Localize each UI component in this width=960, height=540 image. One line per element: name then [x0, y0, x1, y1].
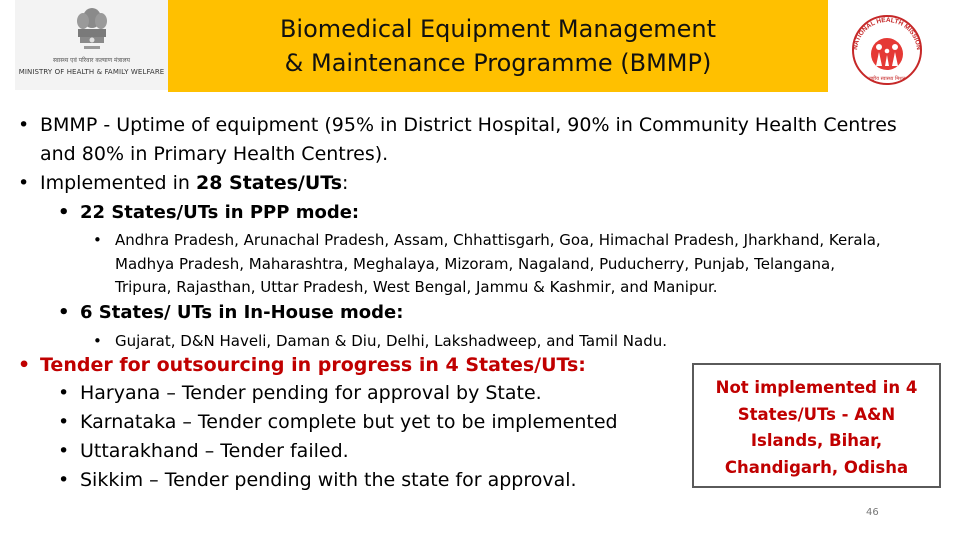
bullet-icon: •	[18, 114, 30, 136]
tender-item	[58, 411, 618, 433]
title-line-1: Biomedical Equipment Management	[279, 15, 717, 43]
ppp-states-line-2: Madhya Pradesh, Maharashtra, Meghalaya, Mizoram, Nagaland, Puducherry, Punjab, Telangana,	[115, 255, 835, 273]
tender-item-haryana: Haryana – Tender pending for approval by State.	[80, 382, 542, 404]
implemented-suffix: :	[342, 172, 349, 194]
bullet-implemented	[18, 172, 348, 194]
nhm-logo-text: NATIONAL HEALTH MISSION	[852, 16, 922, 51]
ppp-states-line-3: Tripura, Rajasthan, Uttar Pradesh, West Bengal, Jammu & Kashmir, and Manipur.	[115, 278, 718, 296]
tender-item-sikkim: Sikkim – Tender pending with the state for approval.	[80, 469, 577, 491]
uptime-text-1: BMMP - Uptime of equipment (95% in District Hospital, 90% in Community Health Centres	[40, 114, 897, 136]
inhouse-states	[93, 332, 667, 350]
inhouse-heading-text: 6 States/ UTs in In-House mode:	[80, 302, 404, 323]
ppp-states	[93, 231, 881, 249]
bullet-icon: •	[18, 354, 31, 376]
callout-line-4: Chandigarh, Odisha	[724, 457, 909, 477]
bullet-icon: •	[58, 302, 70, 323]
inhouse-heading	[58, 302, 403, 323]
bullet-icon: •	[58, 440, 70, 462]
tender-heading-text: Tender for outsourcing in progress in 4 States/UTs:	[40, 354, 586, 376]
bullet-icon: •	[58, 469, 70, 491]
tender-heading	[18, 354, 586, 376]
uptime-text-2: and 80% in Primary Health Centres).	[40, 143, 389, 165]
ppp-heading	[58, 202, 359, 223]
tender-item	[58, 469, 577, 491]
callout-line-1: Not implemented in 4	[715, 378, 918, 397]
bullet-icon: •	[58, 202, 70, 223]
bullet-icon: •	[18, 172, 30, 194]
title-line-2: & Maintenance Programme (BMMP)	[284, 49, 712, 77]
tender-item	[58, 382, 542, 404]
callout-line-2: States/UTs - A&N	[737, 404, 896, 424]
inhouse-states-text: Gujarat, D&N Haveli, Daman & Diu, Delhi, Lakshadweep, and Tamil Nadu.	[115, 332, 667, 350]
bullet-icon: •	[58, 382, 70, 404]
bullet-uptime	[18, 114, 897, 136]
callout-line-3: Islands, Bihar,	[750, 431, 883, 450]
bullet-icon: •	[58, 411, 70, 433]
callout-text	[694, 375, 939, 481]
implemented-prefix: Implemented in	[40, 172, 196, 194]
bullet-icon: •	[93, 332, 102, 350]
ppp-heading-text: 22 States/UTs in PPP mode:	[80, 202, 360, 223]
tender-item-karnataka: Karnataka – Tender complete but yet to be implemented	[80, 411, 618, 433]
page-number: 46	[866, 507, 879, 518]
ministry-label: MINISTRY OF HEALTH & FAMILY WELFARE	[18, 68, 165, 76]
ppp-states-line-1: Andhra Pradesh, Arunachal Pradesh, Assam, Chhattisgarh, Goa, Himachal Pradesh, Jharkhand, Kerala,	[115, 231, 881, 249]
implemented-count: 28 States/UTs	[195, 172, 343, 194]
nhm-hindi-label: राष्ट्रीय स्वास्थ्य मिशन	[868, 76, 906, 82]
tender-item	[58, 440, 349, 462]
tender-item-uttarakhand: Uttarakhand – Tender failed.	[80, 440, 349, 462]
not-implemented-callout	[692, 363, 941, 488]
bullet-icon: •	[93, 231, 102, 249]
ministry-hindi-label: स्वास्थ्य एवं परिवार कल्याण मंत्रालय	[52, 57, 130, 64]
